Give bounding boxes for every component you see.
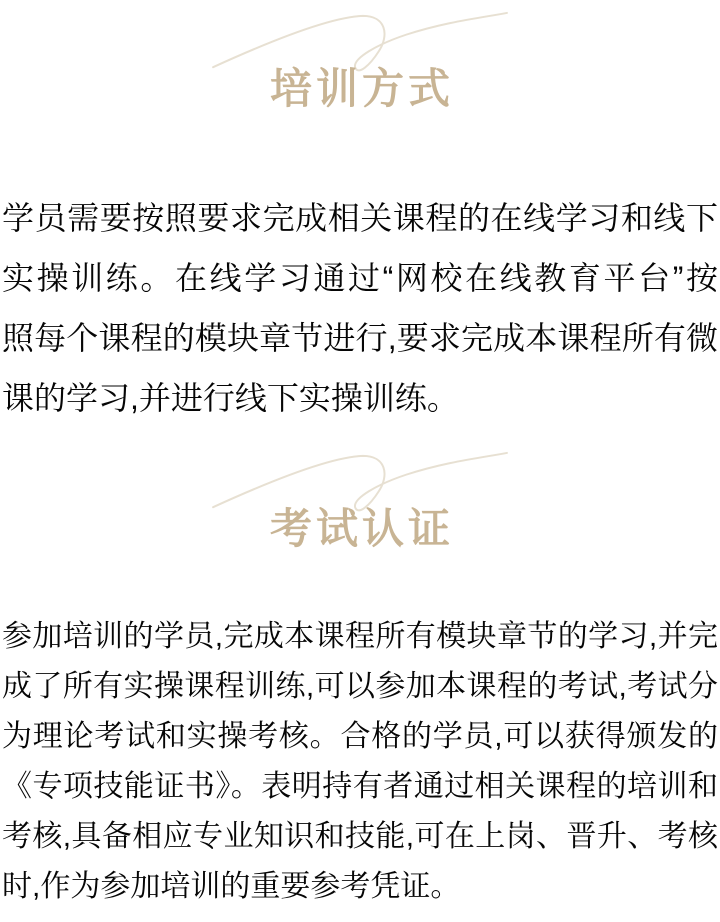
paragraph-line: 为理论考试和实操考核。合格的学员,可以获得颁发的 — [2, 720, 718, 753]
section-heading: 培训方式 — [269, 65, 454, 112]
paragraph-line: 时,作为参加培训的重要参考凭证。 — [2, 870, 461, 903]
paragraph-line: 参加培训的学员,完成本课程所有模块章节的学习,并完 — [2, 620, 718, 653]
body-paragraph — [0, 612, 720, 912]
section-header — [0, 0, 720, 130]
paragraph-line: 成了所有实操课程训练,可以参加本课程的考试,考试分 — [2, 670, 718, 703]
paragraph-line: 课的学习,并进行线下实操训练。 — [2, 380, 459, 416]
section-heading: 考试认证 — [269, 505, 454, 552]
paragraph-line: 照每个课程的模块章节进行,要求完成本课程所有微 — [2, 320, 718, 356]
paragraph-line: 实操训练。在线学习通过“网校在线教育平台”按 — [2, 260, 718, 296]
paragraph-line: 考核,具备相应专业知识和技能,可在上岗、晋升、考核 — [2, 820, 718, 853]
body-paragraph — [0, 188, 720, 428]
paragraph-line: 学员需要按照要求完成相关课程的在线学习和线下 — [2, 200, 718, 236]
section-training-method — [0, 0, 720, 428]
paragraph-line: 《专项技能证书》。表明持有者通过相关课程的培训和 — [2, 770, 718, 803]
section-header — [0, 440, 720, 570]
section-exam-certification — [0, 440, 720, 912]
